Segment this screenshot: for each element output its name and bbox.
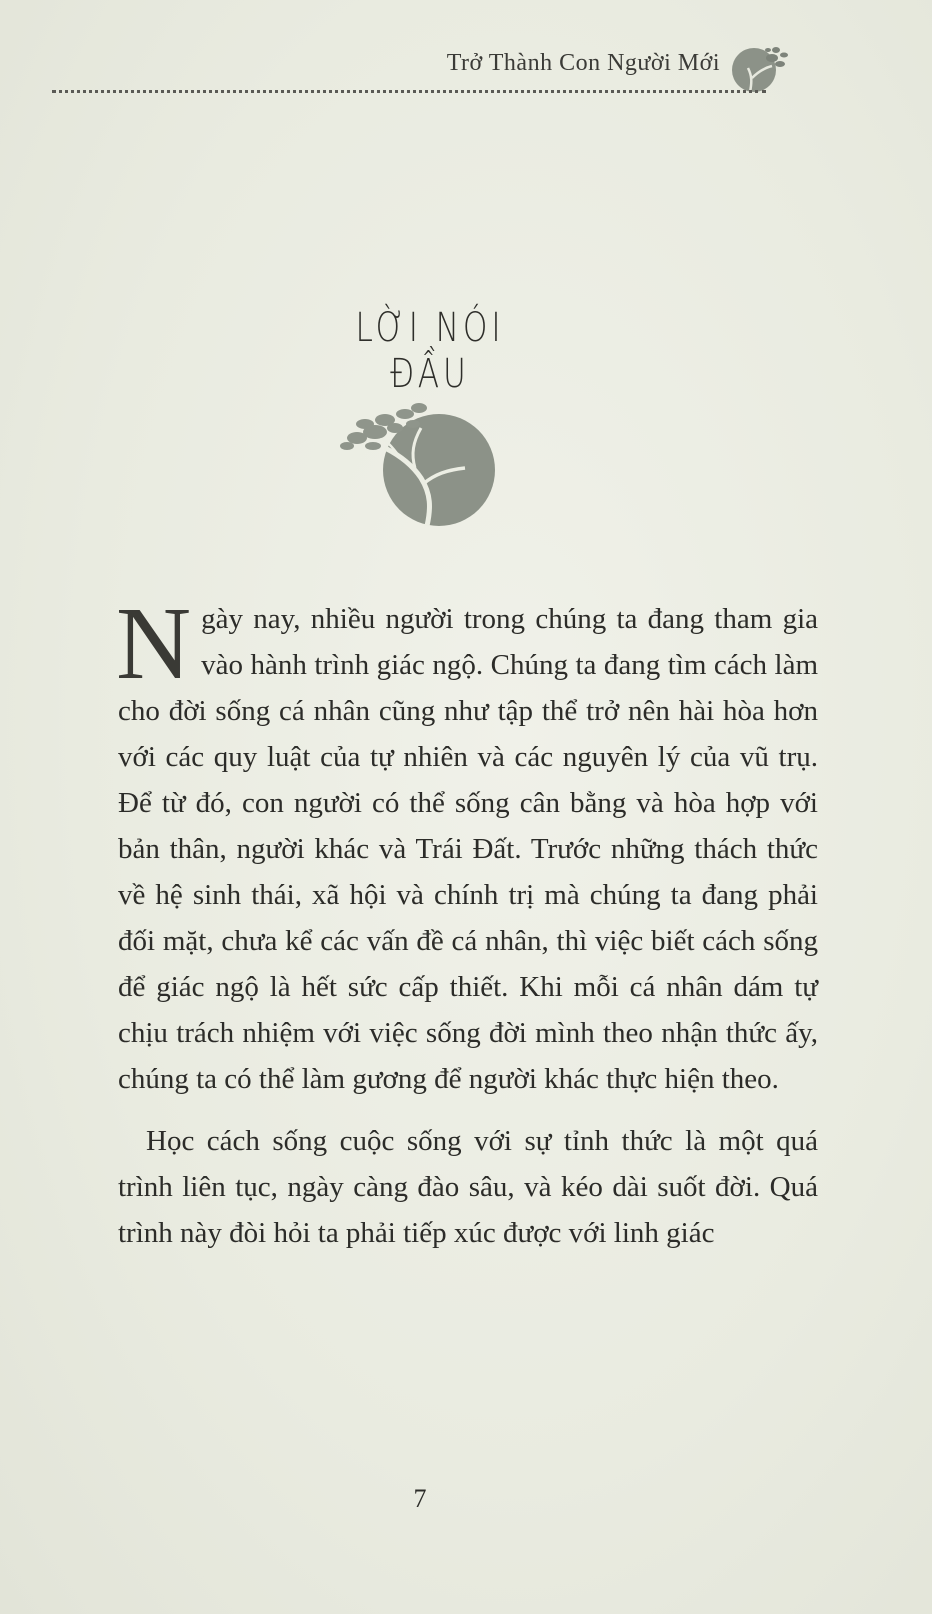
drop-cap: N	[116, 586, 192, 701]
body-text	[116, 586, 818, 1256]
header-tree-icon	[726, 38, 790, 96]
paragraph-1-text: gày nay, nhiều người trong chúng ta đang tham gia vào hành trình giác ngộ. Chúng ta đang tìm cách làm cho đời sống cá nhân cũng như tập thể trở nên hài hòa hơn với các quy luật của tự nhiên và các nguyên lý của vũ trụ. Để từ đó, con người có thể sống cân bằng và hòa hợp với bản thân, người khác và Trái Đất. Trước những thách thức về hệ sinh thái, xã hội và chính trị mà chúng ta đang phải đối mặt, chưa kể các vấn đề cá nhân, thì việc biết cách sống để giác ngộ là hết sức cấp thiết. Khi mỗi cá nhân dám tự chịu trách nhiệm với việc sống đời mình theo nhận thức ấy, chúng ta có thể làm gương để người khác thực hiện theo.	[118, 603, 818, 1095]
paragraph-1	[116, 586, 818, 1102]
paragraph-2	[118, 1118, 818, 1256]
header-dotted-rule	[52, 90, 766, 93]
paragraph-2-text: Học cách sống cuộc sống với sự tỉnh thức là một quá trình liên tục, ngày càng đào sâu, và kéo dài suốt đời. Quá trình này đòi hỏi ta phải tiếp xúc được với linh giác	[118, 1125, 818, 1249]
chapter-title: LỜI NÓI ĐẦU	[355, 305, 505, 397]
page-number: 7	[413, 1484, 427, 1513]
title-tree-icon	[335, 398, 495, 528]
running-head: Trở Thành Con Người Mới	[446, 50, 720, 76]
